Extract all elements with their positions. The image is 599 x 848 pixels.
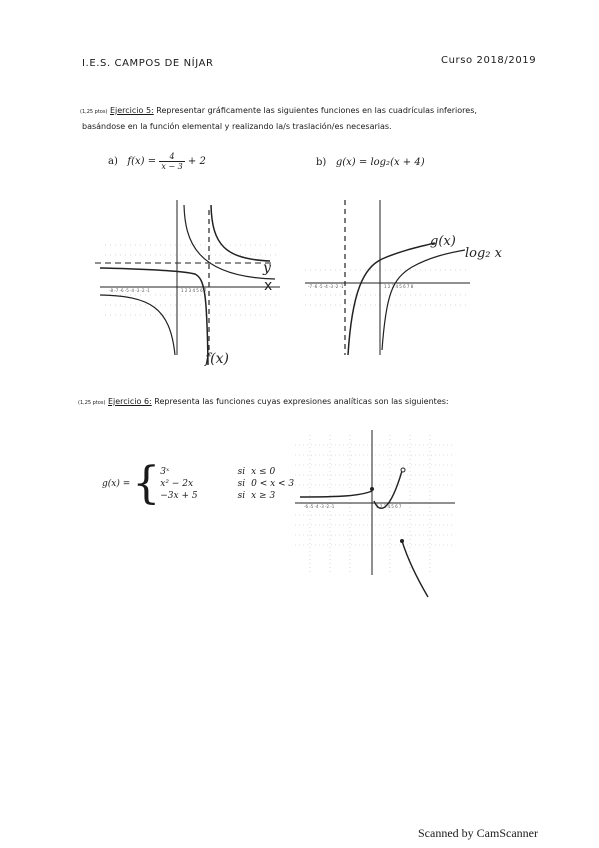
formula-a-rhs: + 2 bbox=[187, 156, 206, 167]
school-name: I.E.S. CAMPOS DE NÍJAR bbox=[82, 58, 214, 69]
graph-b-log-label: log₂ x bbox=[465, 246, 502, 261]
scanner-watermark: Scanned by CamScanner bbox=[418, 826, 538, 840]
formula-a bbox=[108, 152, 206, 171]
graph-b-elementary-curve bbox=[382, 250, 465, 350]
svg-text:1 2 3 4 5 6 7 8: 1 2 3 4 5 6 7 8 bbox=[384, 284, 414, 289]
graph-a bbox=[95, 195, 295, 370]
piecewise-brace: { bbox=[132, 458, 161, 509]
graph-a-elementary-left-branch bbox=[100, 295, 175, 355]
formula-a-label: a) bbox=[108, 156, 118, 167]
formula-a-lhs: f(x) = bbox=[127, 156, 157, 167]
piecewise-row bbox=[160, 490, 300, 502]
piecewise-function bbox=[102, 458, 300, 509]
graph-b-translated-curve bbox=[348, 243, 435, 355]
exercise-5-title: Ejercicio 5: bbox=[109, 106, 154, 115]
graph-a-grid bbox=[105, 245, 280, 315]
graph-c bbox=[290, 425, 465, 605]
exercise-5-line2: basándose en la función elemental y realizando la/s traslación/es necesarias. bbox=[82, 122, 392, 131]
piece-expr: −3x + 5 bbox=[160, 491, 198, 501]
formula-b bbox=[316, 157, 425, 168]
graph-a-elementary-right-branch bbox=[184, 205, 275, 279]
graph-b-gx-label: g(x) bbox=[430, 234, 456, 249]
exercise-6-statement bbox=[78, 397, 449, 406]
piecewise-table bbox=[160, 466, 300, 502]
graph-c-linear-piece bbox=[402, 541, 428, 597]
piece-cond: x ≤ 0 bbox=[251, 467, 276, 477]
formula-a-numerator: 4 bbox=[159, 152, 184, 162]
svg-text:-8 -7 -6 -5 -4 -3 -2 -1: -8 -7 -6 -5 -4 -3 -2 -1 bbox=[109, 288, 150, 293]
graph-c-exponential-piece bbox=[300, 491, 372, 497]
svg-text:-6 -5 -4 -3 -2 -1: -6 -5 -4 -3 -2 -1 bbox=[304, 504, 335, 509]
svg-text:1 2 3 4 5 6 7: 1 2 3 4 5 6 7 bbox=[376, 504, 402, 509]
graph-a-fx-label: f(x) bbox=[205, 351, 230, 367]
piece-expr: 3ˣ bbox=[160, 467, 170, 477]
exercise-5-line1: Representar gráficamente las siguientes funciones en las cuadrículas inferiores, bbox=[156, 106, 477, 115]
formula-a-denominator: x − 3 bbox=[161, 162, 183, 171]
exercise-6-title: Ejercicio 6: bbox=[107, 397, 152, 406]
piece-si: si bbox=[237, 467, 246, 477]
svg-text:1 2 3 4 5 6 7: 1 2 3 4 5 6 7 bbox=[181, 288, 207, 293]
formula-b-label: b) bbox=[316, 157, 327, 168]
course-year: Curso 2018/2019 bbox=[441, 55, 537, 66]
piece-si: si bbox=[237, 479, 246, 489]
exercise-6-points: (1,25 ptos) bbox=[78, 400, 106, 406]
graph-b bbox=[300, 195, 520, 360]
piece-cond: 0 < x < 3 bbox=[251, 479, 295, 489]
graph-a-translated-right-branch bbox=[211, 205, 270, 261]
piece-expr: x² − 2x bbox=[160, 479, 194, 489]
graph-c-open-point-3 bbox=[401, 468, 405, 472]
graph-c-closed-point-0 bbox=[370, 487, 374, 491]
formula-b-expr: g(x) = log₂(x + 4) bbox=[335, 157, 425, 168]
exercise-6-text: Representa las funciones cuyas expresiones analíticas son las siguientes: bbox=[154, 397, 449, 406]
svg-text:-7 -6 -5 -4 -3 -2 -1: -7 -6 -5 -4 -3 -2 -1 bbox=[308, 284, 344, 289]
piece-cond: x ≥ 3 bbox=[251, 491, 276, 501]
piece-si: si bbox=[237, 491, 246, 501]
formula-a-fraction bbox=[159, 152, 184, 171]
graph-a-x-letter: x bbox=[264, 278, 273, 294]
piecewise-row bbox=[160, 466, 300, 478]
graph-a-ticks bbox=[109, 288, 207, 293]
exercise-5-statement bbox=[80, 106, 477, 115]
exercise-5-points: (1,25 ptos) bbox=[80, 109, 108, 115]
graph-a-y-letter: y bbox=[263, 260, 271, 276]
piecewise-lhs: g(x) = bbox=[102, 479, 131, 489]
piecewise-row bbox=[160, 478, 300, 490]
graph-a-translated-left-branch bbox=[100, 268, 208, 365]
